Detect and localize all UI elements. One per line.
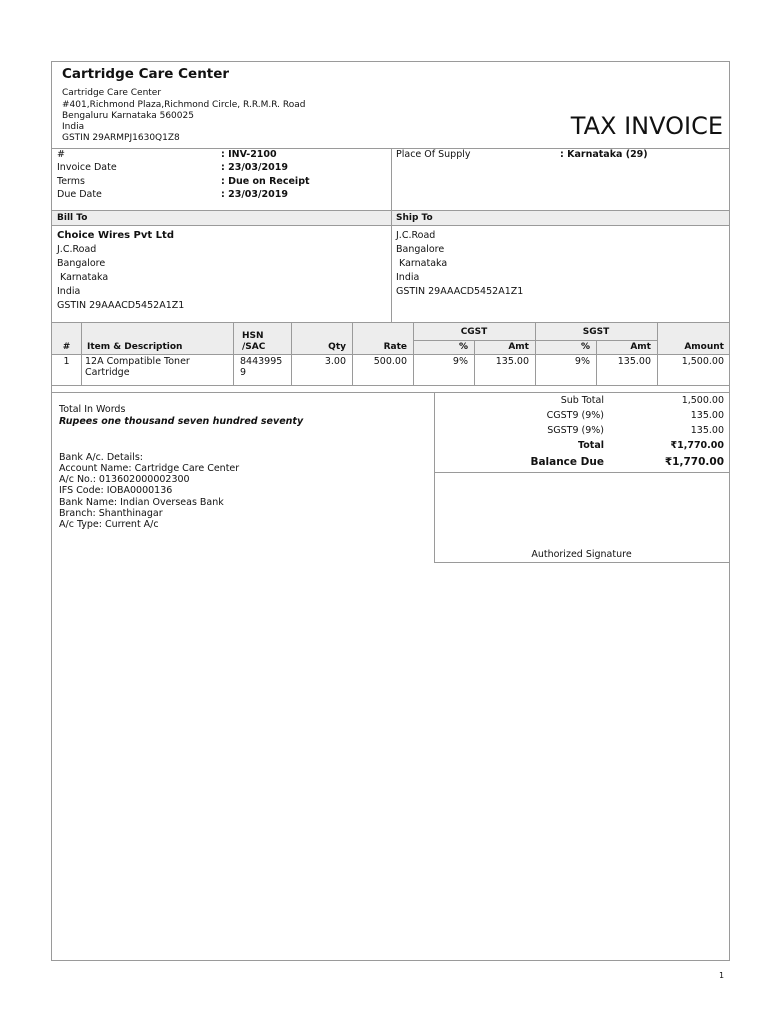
due-date-label: Due Date [57, 189, 102, 200]
bill-to-line1: J.C.Road [57, 244, 97, 255]
bill-to-gstin: GSTIN 29AAACD5452A1Z1 [57, 300, 185, 311]
col-cgst-pct-header: % [458, 342, 468, 352]
sgst-total-value: 135.00 [690, 425, 724, 436]
terms-label: Terms [57, 176, 85, 187]
row-rate: 500.00 [373, 356, 407, 367]
ship-to-line2: Bangalore [396, 244, 445, 255]
divider [391, 210, 392, 322]
invoice-page [51, 61, 730, 961]
divider [52, 354, 729, 355]
company-address-line1: #401,Richmond Plaza,Richmond Circle, R.R.M.R. Road [62, 100, 306, 110]
row-amount: 1,500.00 [681, 356, 724, 367]
row-sgst-pct: 9% [574, 356, 590, 367]
row-qty: 3.00 [324, 356, 346, 367]
total-label: Total [578, 440, 604, 451]
total-in-words-value: Rupees one thousand seven hundred seventy [59, 416, 304, 427]
row-hsn-line2: 9 [240, 367, 247, 378]
bill-to-line3: Karnataka [57, 272, 109, 283]
col-sgst-pct-header: % [580, 342, 590, 352]
col-hsn-header-line2: /SAC [242, 342, 266, 352]
bill-to-header: Bill To [57, 213, 88, 223]
col-cgst-amt-header: Amt [508, 342, 529, 352]
ship-to-header: Ship To [396, 213, 433, 223]
bank-account-number: A/c No.: 013602000002300 [59, 474, 190, 485]
divider [434, 472, 729, 473]
row-item-line2: Cartridge [85, 367, 130, 378]
bill-to-line2: Bangalore [57, 258, 106, 269]
row-sgst-amt: 135.00 [617, 356, 651, 367]
bank-branch: Branch: Shanthinagar [59, 508, 163, 519]
company-address-line2: Bengaluru Karnataka 560025 [62, 111, 194, 121]
divider [352, 323, 353, 385]
bank-details-title: Bank A/c. Details: [59, 452, 143, 463]
subtotal-value: 1,500.00 [681, 395, 724, 406]
ship-to-line3: Karnataka [396, 258, 448, 269]
invoice-number-value: : INV-2100 [221, 149, 277, 160]
ship-to-line1: J.C.Road [396, 230, 436, 241]
divider [391, 148, 392, 210]
bank-name: Bank Name: Indian Overseas Bank [59, 497, 224, 508]
divider [52, 392, 729, 393]
bank-account-name: Account Name: Cartridge Care Center [59, 463, 240, 474]
bill-to-line4: India [57, 286, 81, 297]
due-date-value: : 23/03/2019 [221, 189, 288, 200]
ship-to-gstin: GSTIN 29AAACD5452A1Z1 [396, 286, 524, 297]
bank-account-type: A/c Type: Current A/c [59, 519, 159, 530]
col-amount-header: Amount [684, 342, 724, 352]
total-in-words-label: Total In Words [59, 404, 126, 415]
col-qty-header: Qty [328, 342, 346, 352]
sgst-total-label: SGST9 (9%) [547, 425, 604, 436]
company-country: India [62, 122, 85, 132]
col-hsn-header-line1: HSN [242, 331, 264, 341]
col-sgst-header: SGST [582, 327, 610, 337]
subtotal-label: Sub Total [560, 395, 604, 406]
cgst-total-value: 135.00 [690, 410, 724, 421]
page-number: 1 [719, 971, 725, 980]
invoice-date-value: : 23/03/2019 [221, 162, 288, 173]
row-cgst-pct: 9% [452, 356, 468, 367]
document-title: TAX INVOICE [570, 112, 723, 140]
divider [233, 323, 234, 385]
col-item-header: Item & Description [87, 342, 183, 352]
balance-due-label: Balance Due [530, 456, 604, 468]
row-hsn-line1: 8443995 [240, 356, 283, 367]
company-name: Cartridge Care Center [62, 88, 162, 98]
row-cgst-amt: 135.00 [495, 356, 529, 367]
balance-due-value: ₹1,770.00 [664, 456, 724, 468]
divider [81, 323, 82, 385]
row-number: 1 [63, 356, 70, 367]
ship-to-line4: India [396, 272, 420, 283]
divider [52, 385, 729, 386]
col-cgst-header: CGST [460, 327, 488, 337]
col-sgst-amt-header: Amt [630, 342, 651, 352]
divider [434, 562, 729, 563]
divider [291, 323, 292, 385]
invoice-number-label: # [57, 149, 65, 160]
bank-ifsc: IFS Code: IOBA0000136 [59, 485, 173, 496]
place-of-supply-label: Place Of Supply [396, 149, 471, 160]
company-gstin: GSTIN 29ARMPJ1630Q1Z8 [62, 133, 180, 143]
divider [657, 323, 658, 385]
company-name-heading: Cartridge Care Center [62, 66, 230, 82]
bill-to-name: Choice Wires Pvt Ltd [57, 230, 174, 241]
place-of-supply-value: : Karnataka (29) [560, 149, 648, 160]
col-number-header: # [62, 342, 71, 352]
terms-value: : Due on Receipt [221, 176, 310, 187]
total-value: ₹1,770.00 [670, 440, 724, 451]
cgst-total-label: CGST9 (9%) [546, 410, 604, 421]
col-rate-header: Rate [383, 342, 407, 352]
invoice-date-label: Invoice Date [57, 162, 117, 173]
authorized-signature-label: Authorized Signature [531, 549, 632, 560]
row-item-line1: 12A Compatible Toner [85, 356, 190, 367]
